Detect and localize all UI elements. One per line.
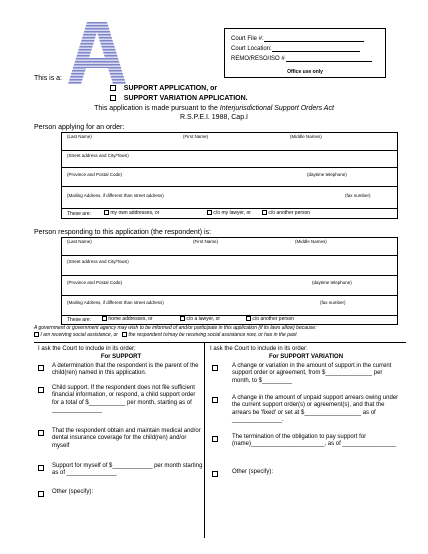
left-item-4: Support for myself of $____________ per month starting as of _______________ (52, 463, 203, 477)
pursuant-line (0, 105, 428, 112)
applicant-form (61, 132, 398, 219)
respondent-opt-lawyer[interactable] (180, 316, 220, 322)
applicant-heading: Person applying for an order: (34, 124, 125, 131)
left-item-3-checkbox[interactable] (38, 430, 44, 436)
respondent-province-label: (Province and Postal Code) (67, 280, 123, 285)
citation: R.S.P.E.I. 1988, Cap.I (180, 114, 248, 121)
respondent-heading: Person responding to this application (the respondent) is: (34, 229, 212, 236)
applicant-last-name-label: (Last Name) (67, 134, 92, 139)
respondent-phone-label: (daytime telephone) (312, 280, 352, 285)
respondent-address-type-row (62, 315, 397, 325)
applicant-address-type-row (62, 209, 397, 219)
remo-line[interactable] (231, 55, 372, 62)
notice-opt2-checkbox[interactable] (122, 332, 127, 337)
respondent-fax-label: (fax number) (320, 300, 346, 305)
variation-application-option[interactable] (110, 95, 248, 102)
variation-application-label: SUPPORT VARIATION APPLICATION. (123, 95, 248, 102)
court-location-line[interactable] (231, 45, 360, 52)
notice-opt1[interactable] (34, 332, 118, 338)
applicant-opt-own[interactable] (104, 210, 159, 216)
support-application-checkbox[interactable] (110, 85, 116, 91)
applicant-middle-names-label: (Middle Names) (290, 134, 322, 139)
respondent-street-label: (Street address and City/Town) (67, 259, 129, 264)
left-item-4-checkbox[interactable] (38, 465, 44, 471)
respondent-opt-lawyer-label: c/o a lawyer, or (186, 316, 221, 322)
respondent-opt-other-label: c/o another person (252, 316, 295, 322)
claims-divider (204, 342, 205, 538)
support-application-label: SUPPORT APPLICATION, or (123, 85, 218, 92)
left-item-1: A determination that the respondent is the parent of the child(ren) named in this application. (52, 363, 199, 377)
right-item-1-checkbox[interactable] (212, 365, 218, 371)
this-is-a-label: This is a: (34, 75, 63, 82)
left-item-2: Child support. If the respondent does not file sufficient financial information, or respond, a child support order for a total of $___________ per month, starting as of _______________ (52, 385, 196, 414)
respondent-last-name-label: (Last Name) (67, 239, 92, 244)
government-notice-options (34, 332, 414, 338)
logo-letter-a (68, 22, 126, 84)
respondent-first-name-label: (First Name) (193, 239, 218, 244)
left-intro: I ask the Court to include in its order: (38, 346, 136, 352)
right-intro: I ask the Court to include in its order: (210, 346, 308, 352)
left-heading: For SUPPORT (100, 354, 142, 360)
left-item-5: Other (specify): (52, 489, 94, 495)
right-item-4: Other (specify): (232, 469, 274, 475)
remo-label: REMO/RESO/ISO # (231, 56, 285, 62)
applicant-opt-own-label: my own addresses, or (110, 210, 160, 216)
respondent-province-row[interactable] (62, 275, 397, 296)
left-item-1-checkbox[interactable] (38, 365, 44, 371)
right-item-2-checkbox[interactable] (212, 397, 218, 403)
notice-opt1-checkbox[interactable] (34, 332, 39, 337)
court-file-label: Court File #: (231, 36, 264, 42)
respondent-opt-lawyer-checkbox[interactable] (180, 316, 185, 321)
applicant-street-row[interactable] (62, 150, 397, 168)
left-item-2-checkbox[interactable] (38, 387, 44, 393)
applicant-name-row[interactable] (62, 133, 397, 151)
right-heading: For SUPPORT VARIATION (268, 354, 344, 360)
applicant-mailing-row[interactable] (62, 186, 397, 209)
applicant-province-row[interactable] (62, 167, 397, 187)
applicant-opt-lawyer[interactable] (207, 210, 251, 216)
applicant-street-label: (Street address and City/Town) (67, 153, 129, 158)
right-item-2: A change in the amount of unpaid support arrears owing under the current support order(s) or agreement(s), and that the arrears be 'fixed' or set at $_________________ as of _______________. (232, 395, 399, 424)
support-application-option[interactable] (110, 85, 217, 92)
respondent-opt-other-checkbox[interactable] (246, 316, 251, 321)
applicant-phone-label: (daytime telephone) (307, 172, 347, 177)
right-item-3-checkbox[interactable] (212, 436, 218, 442)
applicant-opt-other-label: c/o another person (268, 210, 311, 216)
office-use-note: Office use only (287, 69, 323, 75)
claims-top-rule (34, 342, 406, 343)
pursuant-prefix: This application is made pursuant to the (94, 105, 220, 112)
left-item-3: That the respondent obtain and maintain medical and/or dental insurance coverage for the child(ren) and/or myself (52, 428, 201, 449)
respondent-mailing-label: (Mailing Address, if different than street address) (67, 300, 164, 305)
respondent-opt-home-label: home addresses, or (108, 316, 153, 322)
applicant-opt-lawyer-label: c/o my lawyer, or (213, 210, 251, 216)
court-location-label: Court Location: (231, 46, 272, 52)
left-item-5-checkbox[interactable] (38, 491, 44, 497)
respondent-these-are: These are: (67, 317, 91, 323)
applicant-fax-label: (fax number) (345, 193, 371, 198)
notice-opt2[interactable] (122, 332, 297, 338)
government-notice: A government or government agency may wish to be informed of and/or participate in this application (if its laws allow) because: (34, 325, 317, 331)
applicant-province-label: (Province and Postal Code) (67, 172, 123, 177)
applicant-opt-other-checkbox[interactable] (262, 210, 267, 215)
respondent-street-row[interactable] (62, 255, 397, 276)
variation-application-checkbox[interactable] (110, 95, 116, 101)
right-item-4-checkbox[interactable] (212, 471, 218, 477)
applicant-opt-own-checkbox[interactable] (104, 210, 109, 215)
notice-opt1-label: I am receiving social assistance, or (40, 332, 118, 338)
right-item-1: A change or variation in the amount of support in the current support order or agreement, from $______________ per month, to $_________ (232, 363, 392, 384)
notice-opt2-label: the respondent is/may be receiving social assistance now, or has in the past (128, 332, 297, 338)
respondent-mailing-row[interactable] (62, 295, 397, 316)
right-item-3: The termination of the obligation to pay support for (name)______________________, as of ________________ (232, 434, 396, 448)
office-use-box (224, 28, 386, 78)
respondent-name-row[interactable] (62, 238, 397, 256)
respondent-opt-home[interactable] (102, 316, 153, 322)
respondent-middle-names-label: (Middle Names) (295, 239, 327, 244)
respondent-opt-other[interactable] (246, 316, 294, 322)
applicant-opt-lawyer-checkbox[interactable] (207, 210, 212, 215)
applicant-opt-other[interactable] (262, 210, 310, 216)
applicant-mailing-label: (Mailing Address, if different than street address) (67, 193, 164, 198)
respondent-opt-home-checkbox[interactable] (102, 316, 107, 321)
court-file-line[interactable] (231, 35, 364, 42)
respondent-form (61, 237, 398, 325)
applicant-these-are: These are: (67, 211, 91, 217)
pursuant-act: Interjurisdictional Support Orders Act (219, 105, 334, 112)
applicant-first-name-label: (First Name) (183, 134, 208, 139)
